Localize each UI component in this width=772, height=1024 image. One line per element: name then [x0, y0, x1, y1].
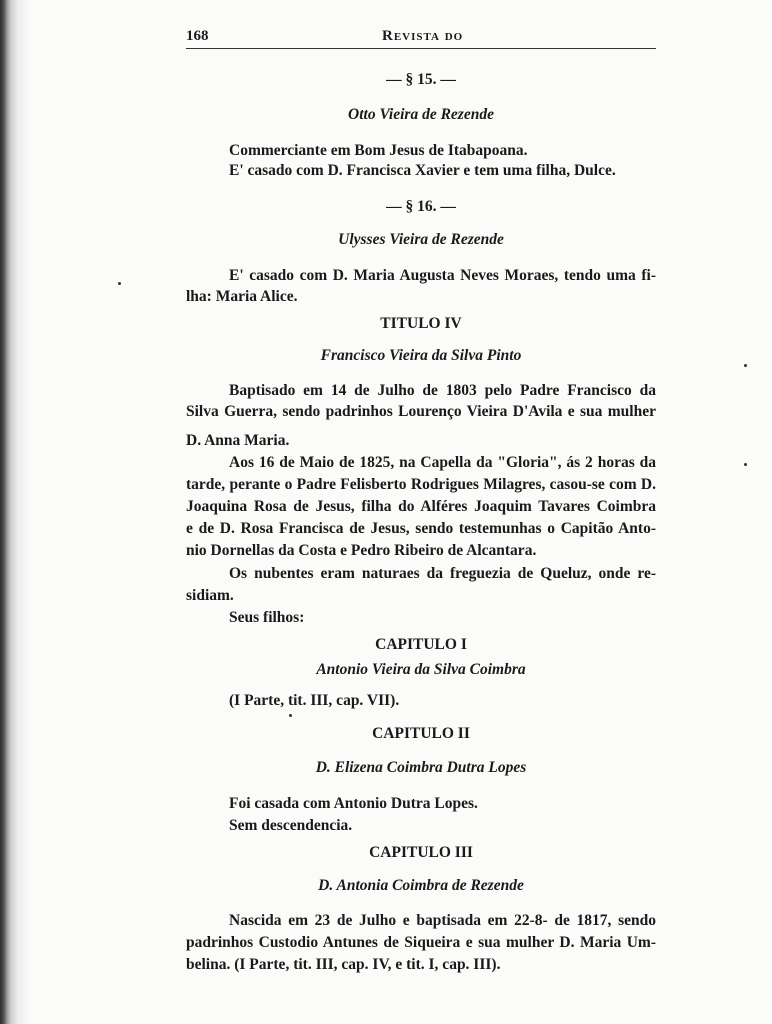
children-intro: Seus filhos: [229, 609, 305, 626]
baptism-line-1: Baptisado em 14 de Julho de 1803 pelo Padre Francisco da [229, 382, 656, 399]
capitulo-ii-line-2: Sem descendencia. [229, 817, 353, 834]
baptism-line-2: Silva Guerra, sendo padrinhos Lourenço Vieira D'Avila e sua mulher [186, 403, 656, 420]
section-16-line-1: E' casado com D. Maria Augusta Neves Moraes, tendo uma fi- [229, 267, 656, 284]
marriage-line-2: tarde, perante o Padre Felisberto Rodrigues Milagres, casou-se com D. [186, 476, 656, 493]
marriage-line-4: e de D. Rosa Francisca de Jesus, sendo testemunhas o Capitão Anto- [186, 520, 656, 537]
section-16-name: Ulysses Vieira de Rezende [338, 231, 504, 248]
page-header [186, 26, 656, 49]
marriage-line-3: Joaquina Rosa de Jesus, filha do Alféres Joaquim Tavares Coimbra [186, 498, 656, 515]
print-speck [118, 282, 121, 285]
capitulo-iii-line-2: padrinhos Custodio Antunes de Siqueira e sua mulher D. Maria Um- [186, 934, 656, 951]
capitulo-ii-heading: CAPITULO II [372, 725, 470, 742]
baptism-line-3: D. Anna Maria. [186, 432, 290, 449]
capitulo-i-ref: (I Parte, tit. III, cap. VII). [229, 692, 400, 709]
capitulo-iii-heading: CAPITULO III [369, 844, 473, 861]
capitulo-iii-line-1: Nascida em 23 de Julho e baptisada em 22-8- de 1817, sendo [229, 912, 656, 929]
running-title: Revista do [382, 28, 464, 44]
section-15-line-2: E' casado com D. Francisca Xavier e tem uma filha, Dulce. [229, 162, 616, 179]
section-15-line-1: Commerciante em Bom Jesus de Itabapoana. [229, 142, 528, 159]
marriage-line-1: Aos 16 de Maio de 1825, na Capella da "Gloria", ás 2 horas da [229, 454, 656, 471]
section-16-line-2: lha: Maria Alice. [186, 288, 298, 305]
marriage-line-5: nio Dornellas da Costa e Pedro Ribeiro de Alcantara. [186, 542, 537, 559]
capitulo-iii-line-3: belina. (I Parte, tit. III, cap. IV, e tit. I, cap. III). [186, 956, 501, 973]
capitulo-ii-line-1: Foi casada com Antonio Dutra Lopes. [229, 795, 478, 812]
capitulo-ii-name: D. Elizena Coimbra Dutra Lopes [315, 759, 527, 776]
book-spine-edge [0, 0, 30, 1024]
print-speck [289, 714, 292, 717]
print-speck [744, 463, 747, 466]
capitulo-i-name: Antonio Vieira da Silva Coimbra [316, 661, 526, 678]
titulo-iv-heading: TITULO IV [380, 315, 462, 332]
page-number: 168 [186, 28, 209, 44]
section-15-name: Otto Vieira de Rezende [348, 106, 494, 123]
origin-line-1: Os nubentes eram naturaes da freguezia de Queluz, onde re- [229, 565, 656, 582]
titulo-iv-name: Francisco Vieira da Silva Pinto [320, 347, 522, 364]
print-speck [744, 364, 747, 367]
capitulo-iii-name: D. Antonia Coimbra de Rezende [318, 877, 524, 894]
capitulo-i-heading: CAPITULO I [375, 636, 467, 653]
origin-line-2: sidiam. [186, 587, 234, 604]
section-15-marker: — § 15. — [386, 71, 456, 88]
section-16-marker: — § 16. — [386, 198, 456, 215]
